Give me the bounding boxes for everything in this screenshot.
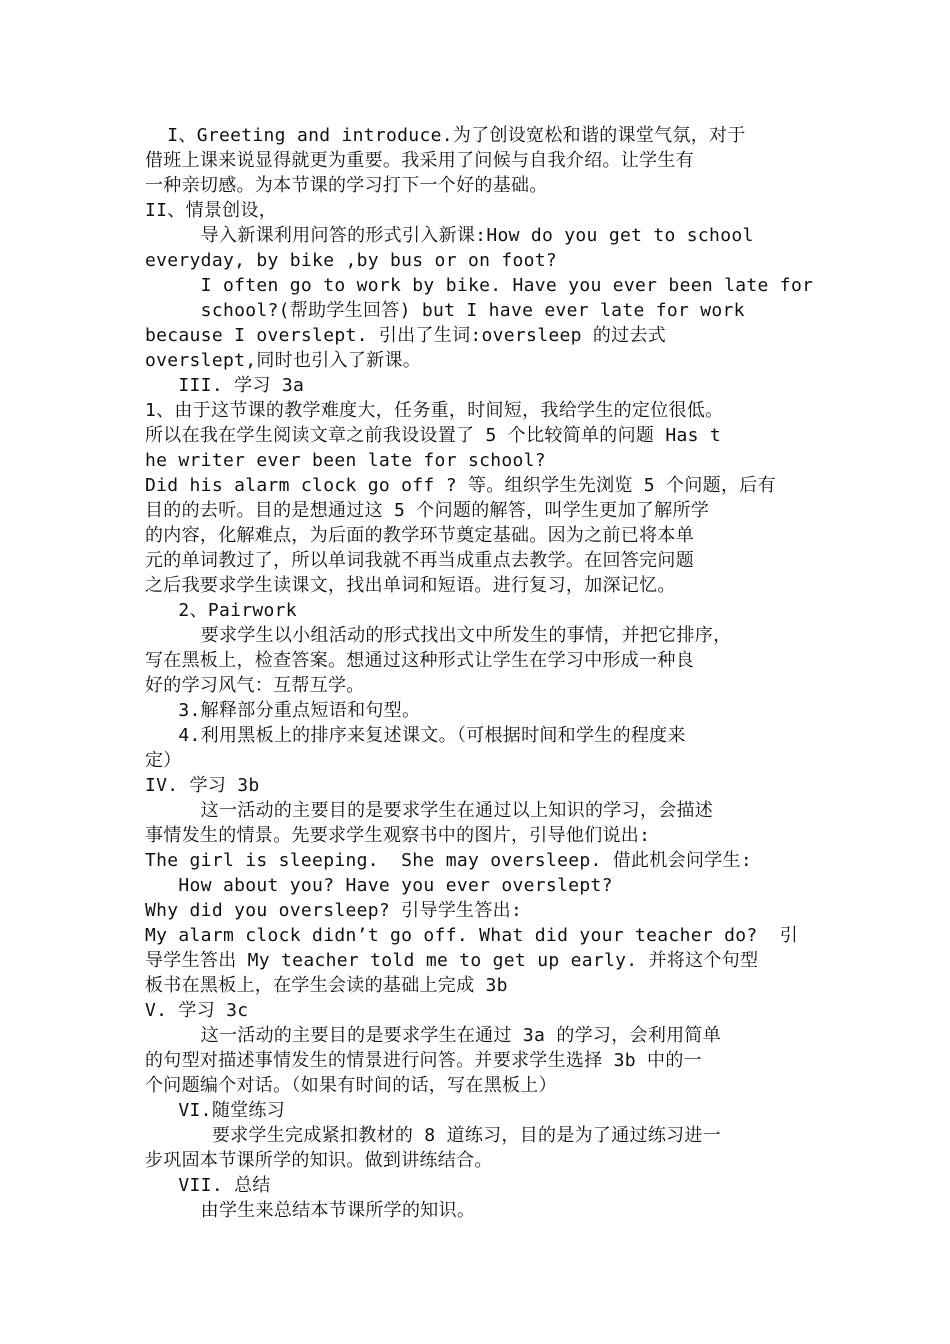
text-line: 写在黑板上，检查答案。想通过这种形式让学生在学习中形成一种良 — [145, 650, 694, 671]
section-heading: IV. 学习 3b — [145, 775, 260, 796]
section-heading: 2、Pairwork — [145, 600, 297, 621]
text-line: 板书在黑板上，在学生会读的基础上完成 3b — [145, 975, 508, 996]
text-line: 要求学生完成紧扣教材的 8 道练习，目的是为了通过练习进一 — [145, 1125, 722, 1146]
text-line: 好的学习风气：互帮互学。 — [145, 675, 365, 696]
text-line: 所以在我在学生阅读文章之前我设设置了 5 个比较简单的问题 Has t — [145, 425, 722, 446]
text-line: Why did you oversleep? 引导学生答出: — [145, 900, 523, 921]
text-line: 4.利用黑板上的排序来复述课文。（可根据时间和学生的程度来 — [145, 725, 686, 746]
text-line: 一种亲切感。为本节课的学习打下一个好的基础。 — [145, 175, 548, 196]
text-line: 导学生答出 My teacher told me to get up early. 并将这个句型 — [145, 950, 759, 971]
text-line: 由学生来总结本节课所学的知识。 — [145, 1200, 476, 1221]
text-line: 事情发生的情景。先要求学生观察书中的图片，引导他们说出: — [145, 825, 651, 846]
text-line: he writer ever been late for school? — [145, 450, 546, 471]
text-line: 的内容，化解难点，为后面的教学环节奠定基础。因为之前已将本单 — [145, 525, 694, 546]
section-heading: V. 学习 3c — [145, 1000, 249, 1021]
text-line: 之后我要求学生读课文，找出单词和短语。进行复习，加深记忆。 — [145, 575, 676, 596]
text-line: How about you? Have you ever overslept? — [145, 875, 613, 896]
text-line: school?(帮助学生回答) but I have ever late for work — [145, 300, 745, 321]
text-line: The girl is sleeping. She may oversleep. 借此机会问学生: — [145, 850, 752, 871]
text-line: My alarm clock didn’t go off. What did your teacher do? 引 — [145, 925, 799, 946]
text-line: 定） — [145, 750, 182, 771]
text-line: overslept,同时也引入了新课。 — [145, 350, 422, 371]
text-line: 这一活动的主要目的是要求学生在通过以上知识的学习，会描述 — [145, 800, 714, 821]
text-line: 个问题编个对话。（如果有时间的话，写在黑板上） — [145, 1075, 557, 1096]
text-line: 要求学生以小组活动的形式找出文中所发生的事情，并把它排序， — [145, 625, 732, 646]
text-line: 导入新课利用问答的形式引入新课:How do you get to school — [145, 225, 754, 246]
text-line: 这一活动的主要目的是要求学生在通过 3a 的学习，会利用简单 — [145, 1025, 722, 1046]
text-line: everyday, by bike ,by bus or on foot? — [145, 250, 558, 271]
text-line: 元的单词教过了，所以单词我就不再当成重点去教学。在回答完问题 — [145, 550, 694, 571]
text-line: 步巩固本节课所学的知识。做到讲练结合。 — [145, 1150, 493, 1171]
text-line: 3.解释部分重点短语和句型。 — [145, 700, 421, 721]
text-line: 1、由于这节课的教学难度大，任务重，时间短，我给学生的定位很低。 — [145, 400, 724, 421]
text-line: 的句型对描述事情发生的情景进行问答。并要求学生选择 3b 中的一 — [145, 1050, 702, 1071]
text-line: Did his alarm clock go off ? 等。组织学生先浏览 5 个问题，后有 — [145, 475, 776, 496]
text-line: because I overslept. 引出了生词:oversleep 的过去式 — [145, 325, 667, 346]
text-line: I、Greeting and introduce.为了创设宽松和谐的课堂气氛，对于 — [145, 125, 746, 146]
section-heading: VII. 总结 — [145, 1175, 271, 1196]
text-line: 目的的去听。目的是想通过这 5 个问题的解答，叫学生更加了解所学 — [145, 500, 710, 521]
section-heading: III. 学习 3a — [145, 375, 305, 396]
section-heading: II、情景创设， — [145, 200, 278, 221]
text-line: I often go to work by bike. Have you ever been late for — [145, 275, 814, 296]
section-heading: VI.随堂练习 — [145, 1100, 286, 1121]
text-line: 借班上课来说显得就更为重要。我采用了问候与自我介绍。让学生有 — [145, 150, 694, 171]
